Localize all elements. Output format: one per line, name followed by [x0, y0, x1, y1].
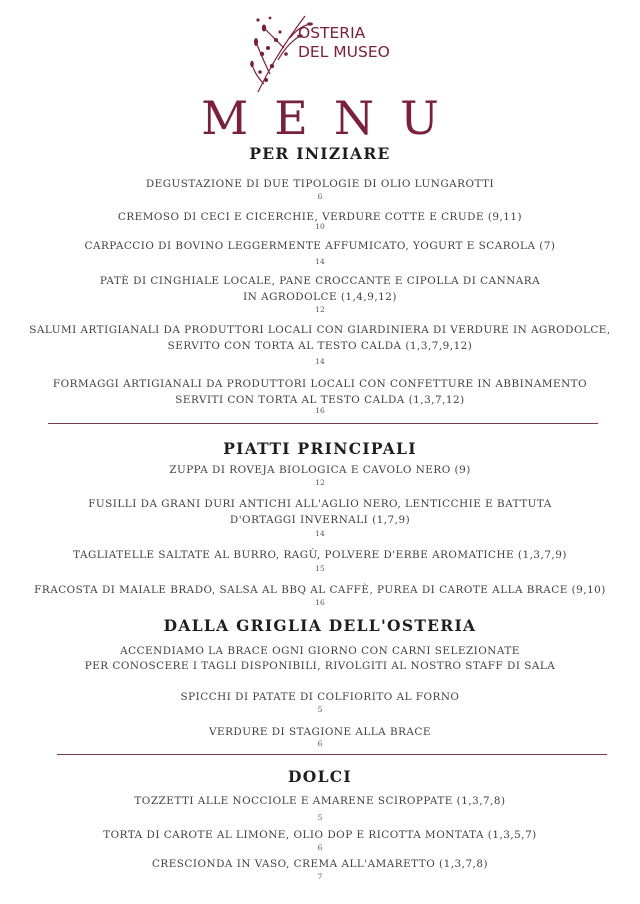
section-divider — [57, 754, 607, 755]
menu-item-price: 14 — [315, 529, 325, 538]
menu-item-name: CRESCIONDA IN VASO, CREMA ALL'AMARETTO (1,3,7,8) — [151, 858, 489, 870]
menu-item-name: FORMAGGI ARTIGIANALI DA PRODUTTORI LOCALI CON CONFETTURE IN ABBINAMENTO — [52, 378, 588, 390]
menu-item-name: VERDURE DI STAGIONE ALLA BRACE — [209, 726, 431, 738]
menu-item-price: 10 — [315, 222, 325, 231]
menu-item-name: DEGUSTAZIONE DI DUE TIPOLOGIE DI OLIO LUNGAROTTI — [145, 178, 495, 190]
menu-item-price: 7 — [317, 872, 323, 881]
menu-item-price: 14 — [315, 357, 325, 366]
menu-title: MENU — [201, 91, 465, 145]
menu-item-name: CARPACCIO DI BOVINO LEGGERMENTE AFFUMICATO, YOGURT E SCAROLA (7) — [84, 240, 556, 252]
menu-item-name-continued: D'ORTAGGI INVERNALI (1,7,9) — [229, 514, 411, 526]
section-divider — [48, 423, 598, 424]
brand-line-1: OSTERIA — [298, 24, 366, 42]
menu-item-price: 12 — [315, 478, 325, 487]
menu-item-name: TORTA DI CAROTE AL LIMONE, OLIO DOP E RICOTTA MONTATA (1,3,5,7) — [103, 829, 537, 841]
menu-item-price: 16 — [315, 598, 325, 607]
menu-item-name-continued: SERVITO CON TORTA AL TESTO CALDA (1,3,7,9,12) — [167, 340, 473, 352]
menu-item-name: SALUMI ARTIGIANALI DA PRODUTTORI LOCALI CON GIARDINIERA DI VERDURE IN AGRODOLCE, — [29, 324, 611, 336]
menu-item-price: 14 — [315, 257, 325, 266]
menu-item-price: 6 — [317, 843, 323, 852]
menu-item-price: 5 — [317, 813, 323, 822]
section-title-desserts: DOLCI — [288, 767, 352, 786]
grill-note-line-1: ACCENDIAMO LA BRACE OGNI GIORNO CON CARNI SELEZIONATE — [120, 645, 520, 657]
menu-item-price: 5 — [317, 705, 323, 714]
menu-item-price: 16 — [315, 406, 325, 415]
menu-item-name: TOZZETTI ALLE NOCCIOLE E AMARENE SCIROPPATE (1,3,7,8) — [134, 795, 506, 807]
menu-item-name: SPICCHI DI PATATE DI COLFIORITO AL FORNO — [180, 691, 460, 703]
grill-note-line-2: PER CONOSCERE I TAGLI DISPONIBILI, RIVOLGITI AL NOSTRO STAFF DI SALA — [84, 660, 556, 672]
menu-item-name-continued: SERVITI CON TORTA AL TESTO CALDA (1,3,7,12) — [175, 394, 465, 406]
menu-item-name: FUSILLI DA GRANI DURI ANTICHI ALL'AGLIO NERO, LENTICCHIE E BATTUTA — [88, 498, 552, 510]
menu-item-price: 12 — [315, 305, 325, 314]
section-title-grill: DALLA GRIGLIA DELL'OSTERIA — [163, 616, 477, 635]
section-title-starters: PER INIZIARE — [249, 144, 391, 163]
menu-item-price: 15 — [315, 564, 325, 573]
menu-item-name: ZUPPA DI ROVEJA BIOLOGICA E CAVOLO NERO (9) — [169, 464, 471, 476]
menu-item-price: 6 — [317, 739, 323, 748]
section-title-mains: PIATTI PRINCIPALI — [223, 439, 417, 458]
menu-item-name: CREMOSO DI CECI E CICERCHIE, VERDURE COTTE E CRUDE (9,11) — [117, 211, 523, 223]
menu-item-name: TAGLIATELLE SALTATE AL BURRO, RAGÙ, POLVERE D'ERBE AROMATICHE (1,3,7,9) — [73, 549, 567, 561]
brand-line-2: DEL MUSEO — [298, 43, 390, 61]
menu-item-name-continued: IN AGRODOLCE (1,4,9,12) — [243, 291, 397, 303]
menu-item-name: PATÈ DI CINGHIALE LOCALE, PANE CROCCANTE E CIPOLLA DI CANNARA — [99, 275, 541, 287]
menu-item-name: FRACOSTA DI MAIALE BRADO, SALSA AL BBQ AL CAFFÈ, PUREA DI CAROTE ALLA BRACE (9,10) — [34, 584, 606, 596]
menu-item-price: 6 — [317, 192, 323, 201]
restaurant-brand — [298, 24, 428, 62]
